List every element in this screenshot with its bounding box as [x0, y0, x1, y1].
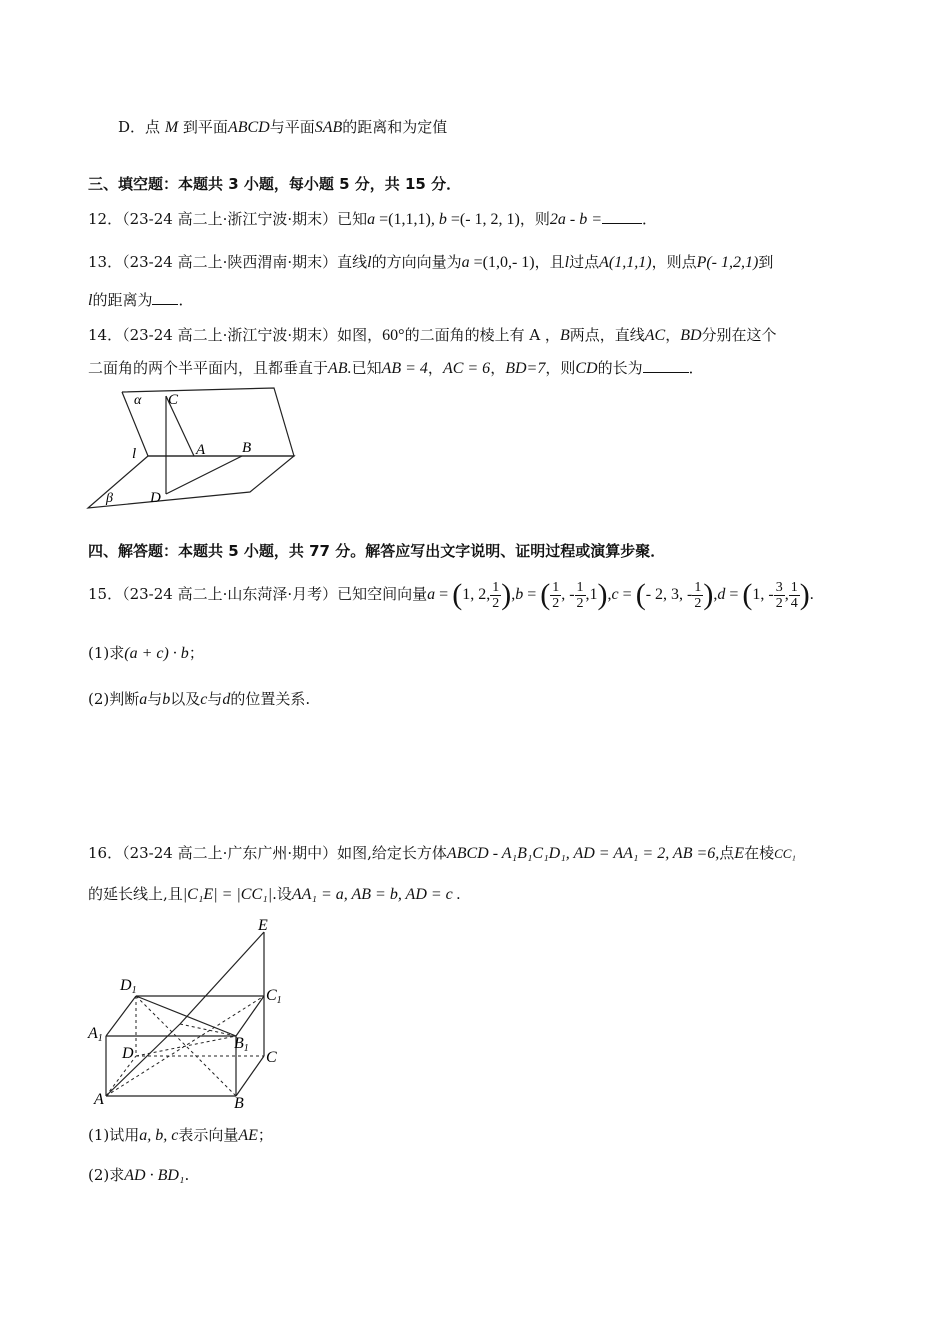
answer-blank [643, 358, 689, 373]
label-beta: β [106, 491, 113, 506]
question-15: 15．（23-24 高二上·山东菏泽·月考）已知空间向量a = (1, 2, $\frac{1}{2}$ ),b = ( $\frac{1}{2}$ , - $\frac{1}{2}$ ,1),c = (- 2, 3, - $\frac{1}{2}$ ),d = (1, - $\frac{3}{2}$ , $\frac{1}{4}$ ). [88, 578, 814, 611]
cuboid-figure [84, 912, 294, 1112]
answer-blank [602, 209, 642, 224]
label-c: C [266, 1049, 277, 1066]
label-a1: A1 [88, 1025, 103, 1044]
label-b1: B1 [234, 1035, 249, 1054]
question-16-line2: 的延长线上,且|C₁E| = |CC₁|.设AA₁ = a, AB = b, AD = c . [88, 885, 461, 903]
section-4-title: 四、解答题：本题共 5 小题，共 77 分。解答应写出文字说明、证明过程或演算步聚． [88, 542, 666, 560]
question-13: 13．（23-24 高二上·陕西渭南·期末）直线l的方向向量为a =(1,0,- 1)，且l过点A(1,1,1)，则点P(- 1,2,1)到 [88, 253, 774, 271]
label-c: C [168, 392, 179, 408]
label-a: A [94, 1091, 104, 1108]
label-l: l [132, 446, 137, 462]
label-b: B [242, 440, 252, 456]
label-c1: C1 [266, 987, 282, 1006]
section-3-title: 三、填空题：本题共 3 小题，每小题 5 分，共 15 分． [88, 175, 462, 193]
label-b: B [234, 1095, 244, 1112]
label-a: A [196, 442, 206, 458]
dihedral-angle-figure [84, 384, 299, 514]
plane-alpha [122, 388, 294, 456]
question-16-part1: (1)试用a, b, c表示向量AE； [88, 1126, 273, 1144]
question-15-part1: (1)求(a + c) · b； [88, 644, 204, 662]
option-d: D．点 M 到平面ABCD与平面SAB的距离和为定值 [118, 118, 448, 136]
label-e: E [258, 917, 268, 934]
label-d1: D1 [120, 977, 137, 996]
question-12: 12．（23-24 高二上·浙江宁波·期末）已知a =(1,1,1), b =(- 1, 2, 1)，则2a - b = ． [88, 210, 658, 228]
question-14-line2: 二面角的两个半平面内，且都垂直于AB.已知AB = 4，AC = 6，BD=7，则CD的长为 ． [88, 359, 704, 377]
question-15-part2: (2)判断a与b以及c与d的位置关系. [88, 690, 311, 708]
label-d: D [150, 490, 161, 506]
question-16-part2: (2)求AD · BD₁. [88, 1166, 190, 1184]
question-14: 14．（23-24 高二上·浙江宁波·期末）如图，60°的二面角的棱上有 A ，B两点，直线AC，BD分别在这个 [88, 326, 777, 344]
segment-db [166, 456, 242, 494]
label-alpha: α [134, 393, 142, 408]
answer-blank [152, 290, 178, 305]
question-16: 16．（23-24 高二上·广东广州·期中）如图,给定长方体ABCD - A₁B₁C₁D₁, AD = AA₁ = 2, AB =6,点E在棱CC₁ [88, 844, 796, 862]
label-d: D [122, 1045, 134, 1062]
question-13-line2: l的距离为 ． [88, 291, 194, 309]
